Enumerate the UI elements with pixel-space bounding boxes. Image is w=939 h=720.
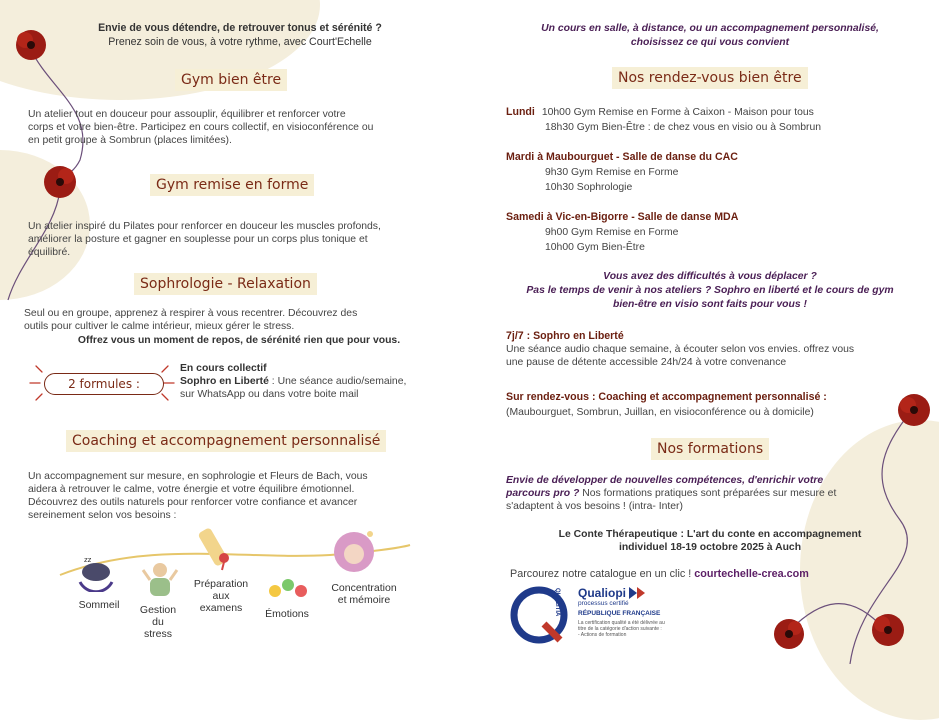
gym-bien-etre-heading: Gym bien être [175, 69, 287, 91]
text-line: Le Conte Thérapeutique : L'art du conte en accompagnement [558, 529, 862, 540]
label-line: stress [143, 628, 172, 640]
formations-description [506, 474, 926, 513]
text-line: Une séance audio chaque semaine, à écouter selon vos envies. offrez vous [506, 344, 855, 355]
schedule-samedi [506, 210, 926, 255]
label-line: Gestion [139, 604, 177, 616]
sophrologie-description [24, 307, 454, 347]
qualiopi-name: Qualiopi [578, 586, 626, 600]
gym-remise-heading: Gym remise en forme [150, 174, 314, 196]
label-line: aux [212, 590, 230, 602]
formule-collective: En cours collectif [180, 363, 267, 374]
text-line: Un atelier tout en douceur pour assouplir, équilibrer et renforcer votre [28, 109, 346, 120]
samedi-slot-1: 9h00 Gym Remise en Forme [545, 227, 679, 238]
qualiopi-arrows-icon [629, 587, 647, 599]
mardi-slot-1: 9h30 Gym Remise en Forme [545, 167, 679, 178]
rdv-coaching-heading: Sur rendez-vous : Coaching et accompagnement personnalisé : [506, 391, 827, 403]
sophro-liberte-section [506, 330, 926, 369]
formule-liberte-desc: : Une séance audio/semaine, [268, 376, 407, 387]
sleep-cloud-icon [72, 552, 120, 592]
gym-remise-description [28, 220, 458, 259]
text-line: en petit groupe à Sombrun (places limitées). [28, 135, 232, 146]
formule-liberte [180, 375, 470, 388]
label-line: Concentration [331, 582, 397, 594]
lundi-day: Lundi [506, 106, 535, 118]
sommeil-label: Sommeil [78, 599, 120, 611]
coaching-heading: Coaching et accompagnement personnalisé [66, 430, 386, 452]
poppy-flower-icon [42, 164, 78, 200]
svg-text:zz: zz [84, 556, 92, 564]
rdv-coaching-section [506, 390, 926, 420]
formations-heading: Nos formations [651, 438, 769, 460]
republique-francaise: RÉPUBLIQUE FRANÇAISE [578, 610, 661, 617]
text-line: titre de la catégorie d'action suivante : [578, 626, 662, 632]
lundi-slot-1: 10h00 Gym Remise en Forme à Caixon - Maison pour tous [541, 107, 814, 118]
mardi-slot-2: 10h30 Sophrologie [545, 182, 633, 193]
text-line: une pause de détente accessible 24h/24 à votre convenance [506, 357, 787, 368]
lundi-slot-2: 18h30 Gym Bien-Être : de chez vous en visio ou à Sombrun [545, 122, 822, 133]
label-line: Préparation [193, 578, 249, 590]
text-line: - Actions de formation [578, 632, 627, 638]
formules-badge: 2 formules : [44, 373, 164, 395]
qualiopi-block [578, 586, 688, 638]
lundi-line-1 [506, 105, 926, 120]
samedi-slot-2: 10h00 Gym Bien-Être [545, 242, 645, 253]
text-line: sereinement selon vos besoins : [28, 510, 177, 521]
formations-question: parcours pro ? [506, 488, 580, 499]
sophrologie-heading: Sophrologie - Relaxation [134, 273, 317, 295]
emotions-faces-icon [266, 576, 310, 602]
text-line: améliorer la posture et gagner en souplesse pour un corps plus tonique et [28, 234, 368, 245]
label-line: examens [199, 602, 243, 614]
text-line: (Maubourguet, Sombrun, Juillan, en visioconférence ou à domicile) [506, 407, 814, 418]
label-line: du [152, 616, 164, 628]
text-line: équilibré. [28, 247, 71, 258]
catalogue-line [510, 568, 910, 581]
stress-person-icon [140, 558, 180, 602]
conte-therapeutique [480, 528, 939, 554]
label-line: et mémoire [337, 594, 391, 606]
right-intro-line-2: choisissez ce qui vous convient [630, 37, 790, 48]
formations-line-2 [506, 487, 926, 500]
right-intro-line-1: Un cours en salle, à distance, ou un accompagnement personnalisé, [541, 23, 879, 34]
text-line: Un atelier inspiré du Pilates pour renforcer en douceur les muscles profonds, [28, 221, 381, 232]
qualiopi-sub: processus certifié [578, 600, 629, 607]
qualiopi-title-row [578, 586, 688, 600]
text-line: Pas le temps de venir à nos ateliers ? Sophro en liberté et le cours de gym [526, 285, 894, 296]
formules-details [180, 362, 470, 401]
mardi-heading: Mardi à Maubourguet - Salle de danse du CAC [506, 151, 738, 163]
text-line: sur WhatsApp ou dans votre boite mail [180, 389, 359, 400]
text-line: corps et votre bien-être. Participez en cours collectif, en visioconférence ou [28, 122, 374, 133]
text-line: La certification qualité a été délivrée au [578, 620, 665, 626]
gym-bien-etre-description [28, 108, 458, 147]
left-intro-line-1: Envie de vous détendre, de retrouver tonus et sérénité ? [98, 22, 382, 34]
text-line: bien-être en visio sont faits pour vous ! [613, 299, 807, 310]
coaching-description [28, 470, 458, 522]
text-line: outils pour cultiver le calme intérieur, mieux gérer le stress. [24, 321, 295, 332]
left-intro-line-2: Prenez soin de vous, à votre rythme, avec Court'Echelle [108, 36, 372, 48]
poppy-flower-icon [870, 612, 906, 648]
text-line: individuel 18-19 octobre 2025 à Auch [618, 542, 802, 553]
text-line: Un accompagnement sur mesure, en sophrologie et Fleurs de Bach, vous [28, 471, 368, 482]
text-line: Vous avez des difficultés à vous déplacer ? [603, 271, 817, 282]
poppy-flower-icon [772, 617, 806, 651]
diploma-scroll-icon [198, 522, 238, 572]
formations-line-1: Envie de développer de nouvelles compétences, d'enrichir votre [506, 475, 824, 486]
qualiopi-fine-print [578, 620, 688, 638]
concentration-woman-icon [330, 526, 380, 578]
qualitia-text: QUALITIA [554, 588, 560, 617]
gestion-stress-label [130, 604, 186, 640]
schedule-lundi [506, 105, 926, 135]
emotions-label: Émotions [265, 608, 309, 620]
rendez-vous-heading: Nos rendez-vous bien être [612, 67, 808, 89]
samedi-heading: Samedi à Vic-en-Bigorre - Salle de danse MDA [506, 211, 739, 223]
text-line: s'adaptent à vos besoins ! (intra- Inter) [506, 501, 683, 512]
formations-rest: Nos formations pratiques sont préparées sur mesure et [579, 488, 837, 499]
difficulty-message [480, 270, 939, 312]
text-line: Seul ou en groupe, apprenez à respirer à vous recentrer. Découvrez des [24, 308, 358, 319]
text-line: Découvrez des outils naturels pour renforcer votre confiance et avancer [28, 497, 358, 508]
sophrologie-bold-line: Offrez vous un moment de repos, de sérénité rien que pour vous. [77, 335, 401, 346]
schedule-mardi [506, 150, 926, 195]
catalogue-text: Parcourez notre catalogue en un clic ! [510, 568, 695, 580]
sophro-liberte-heading: 7j/7 : Sophro en Liberté [506, 330, 624, 342]
concentration-memoire-label [322, 582, 406, 606]
text-line: aidera à retrouver le calme, votre énergie et votre équilibre émotionnel. [28, 484, 355, 495]
preparation-examens-label [186, 578, 256, 614]
qualitia-logo [508, 584, 570, 646]
formule-liberte-title: Sophro en Liberté [180, 376, 269, 387]
website-link[interactable]: courtechelle-crea.com [694, 568, 809, 580]
